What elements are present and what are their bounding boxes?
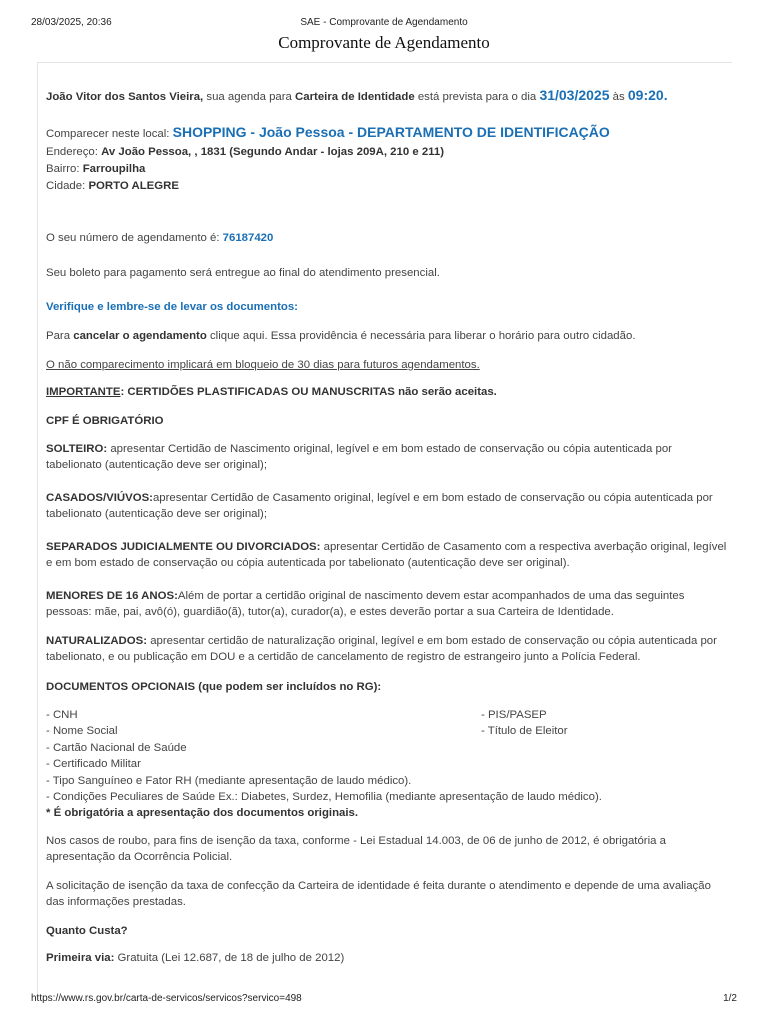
important-notice: IMPORTANTE: CERTIDÕES PLASTIFICADAS OU MANUSCRITAS não serão aceitas. <box>46 386 497 398</box>
exemption-notice: A solicitação de isenção da taxa de confecção da Carteira de identidade é feita durante o atendimento e depende de uma avaliação das informações prestadas. <box>46 880 711 909</box>
menores-requirement: MENORES DE 16 ANOS:Além de portar a certidão original de nascimento devem estar acompanhados de uma das seguintes pessoas: mãe, pai, avô(ó), guardião(ã), tutor(a), curador(a), e estes deverão portar a sua Carteira de Identidade. <box>46 590 685 619</box>
intro-line: João Vitor dos Santos Vieira, sua agenda para Carteira de Identidade está prevista para o dia 31/03/2025 às 09:20. <box>46 87 668 103</box>
cancel-line: Para cancelar o agendamento clique aqui. Essa providência é necessária para liberar o horário para outro cidadão. <box>46 330 636 342</box>
location-line: Comparecer neste local: SHOPPING - João Pessoa - DEPARTAMENTO DE IDENTIFICAÇÃO <box>46 124 610 140</box>
appointment-time: 09:20. <box>627 87 668 103</box>
casados-requirement: CASADOS/VIÚVOS:apresentar Certidão de Casamento original, legível e em bom estado de conservação ou cópia autenticada por tabelionato (autenticação deve ser original); <box>46 492 713 521</box>
first-copy-line: Primeira via: Gratuita (Lei 12.687, de 18 de julho de 2012) <box>46 952 345 964</box>
district-line: Bairro: Farroupilha <box>46 163 146 175</box>
page-url: https://www.rs.gov.br/carta-de-servicos/servicos?servico=498 <box>31 993 302 1004</box>
solteiro-requirement: SOLTEIRO: apresentar Certidão de Nascimento original, legível e em bom estado de conservação ou cópia autenticada por tabelionato (autenticação deve ser original); <box>46 443 672 472</box>
print-datetime: 28/03/2025, 20:36 <box>31 17 112 28</box>
documents-heading: Verifique e lembre-se de levar os documentos: <box>46 301 298 313</box>
print-tab-title: SAE - Comprovante de Agendamento <box>300 17 468 28</box>
district-value: Farroupilha <box>82 163 146 175</box>
address-value: Av João Pessoa, , 1831 (Segundo Andar - lojas 209A, 210 e 211) <box>101 146 445 158</box>
booking-number: 76187420 <box>222 232 274 244</box>
no-show-warning: O não comparecimento implicará em bloqueio de 30 dias para futuros agendamentos. <box>46 359 480 371</box>
print-header <box>31 17 737 31</box>
list-item: - Título de Eleitor <box>481 725 568 738</box>
print-footer <box>31 993 737 1007</box>
optional-documents-left <box>46 707 728 805</box>
city-value: PORTO ALEGRE <box>88 180 179 192</box>
robbery-notice: Nos casos de roubo, para fins de isenção da taxa, conforme - Lei Estadual 14.003, de 06 de junho de 2012, é obrigatória a apresentação da Ocorrência Policial. <box>46 835 666 864</box>
location-name: SHOPPING - João Pessoa - DEPARTAMENTO DE IDENTIFICAÇÃO <box>172 124 610 140</box>
list-item: - Nome Social <box>46 725 118 738</box>
list-item: - Condições Peculiares de Saúde Ex.: Diabetes, Surdez, Hemofilia (mediante apresentação de laudo médico). <box>46 791 602 804</box>
naturalizados-requirement: NATURALIZADOS: apresentar certidão de naturalização original, legível e em bom estado de conservação ou cópia autenticada por tabelionato, e ou publicação em DOU e a certidão de cancelamento de registro de estrangeiro junto a Polícia Federal. <box>46 635 717 664</box>
appointment-card <box>37 62 732 998</box>
list-item: - PIS/PASEP <box>481 709 547 721</box>
cpf-required: CPF É OBRIGATÓRIO <box>46 415 164 427</box>
booking-number-line: O seu número de agendamento é: 76187420 <box>46 232 274 244</box>
optional-documents-list <box>46 707 728 807</box>
important-label: IMPORTANTE <box>46 386 121 398</box>
citizen-name: João Vitor dos Santos Vieira, <box>46 91 204 103</box>
service-name: Carteira de Identidade <box>295 91 415 103</box>
separados-requirement: SEPARADOS JUDICIALMENTE OU DIVORCIADOS: apresentar Certidão de Casamento com a respectiva averbação original, legível e em bom estado de conservação ou cópia autenticada por tabelionato (autenticação deve ser original). <box>46 541 727 570</box>
list-item: - CNH <box>46 709 78 721</box>
list-item: - Certificado Militar <box>46 758 141 771</box>
originals-note: * É obrigatória a apresentação dos documentos originais. <box>46 807 359 819</box>
list-item: - Cartão Nacional de Saúde <box>46 741 187 754</box>
city-line: Cidade: PORTO ALEGRE <box>46 180 179 192</box>
cost-heading: Quanto Custa? <box>46 925 128 937</box>
optional-documents-heading: DOCUMENTOS OPCIONAIS (que podem ser incluídos no RG): <box>46 681 382 693</box>
document-title: Comprovante de Agendamento <box>278 33 490 52</box>
boleto-notice: Seu boleto para pagamento será entregue ao final do atendimento presencial. <box>46 267 440 279</box>
cancel-appointment-link[interactable]: cancelar o agendamento <box>73 330 207 342</box>
optional-documents-right <box>481 707 568 740</box>
appointment-date: 31/03/2025 <box>539 87 610 103</box>
address-line: Endereço: Av João Pessoa, , 1831 (Segundo Andar - lojas 209A, 210 e 211) <box>46 146 445 158</box>
page-number: 1/2 <box>723 993 737 1004</box>
list-item: - Tipo Sanguíneo e Fator RH (mediante apresentação de laudo médico). <box>46 774 412 787</box>
